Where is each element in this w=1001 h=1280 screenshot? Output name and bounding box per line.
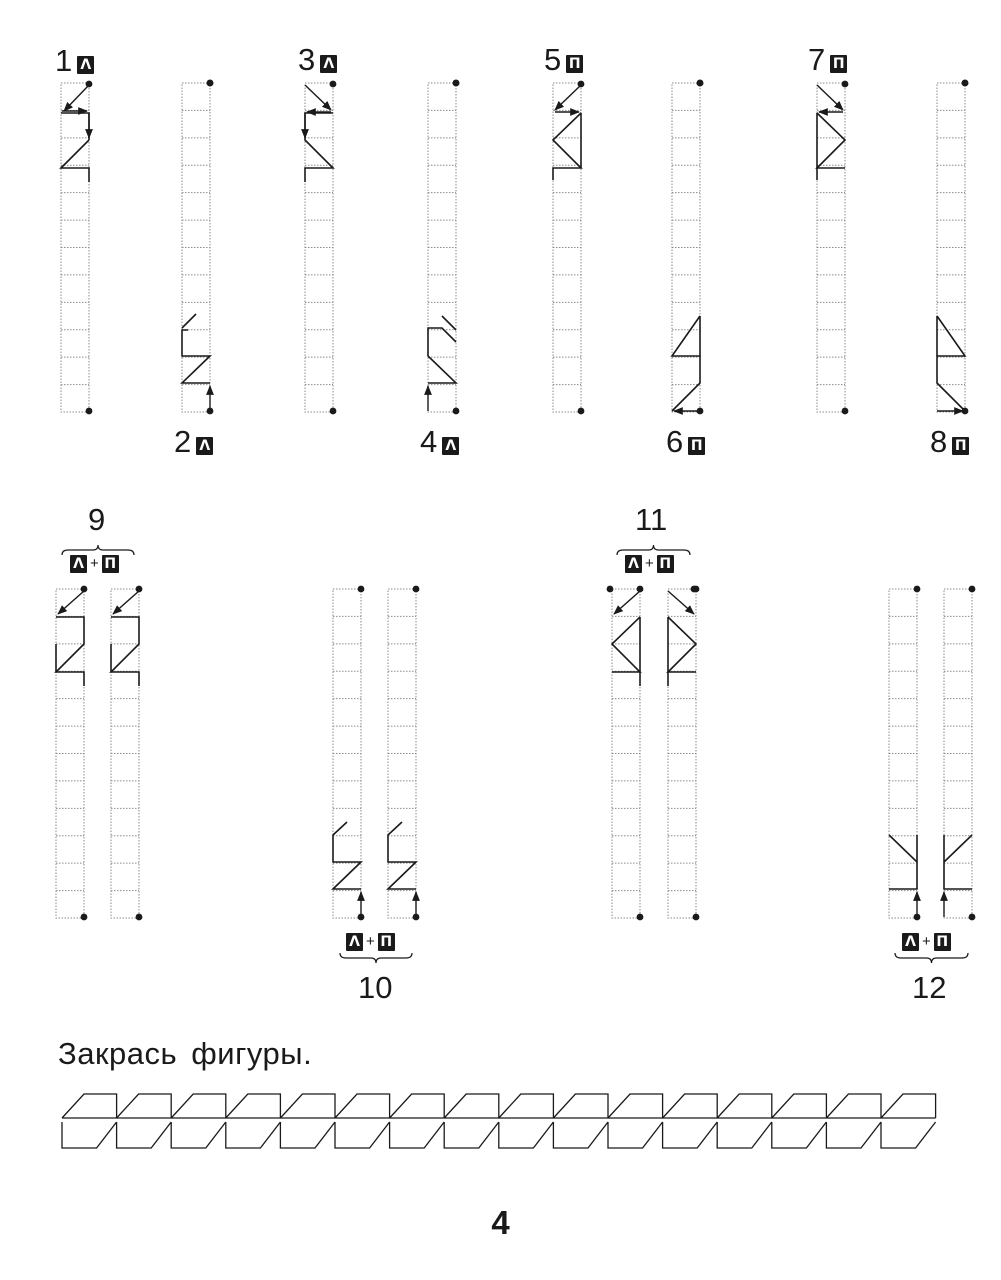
pi-badge: Π bbox=[657, 555, 674, 573]
coloring-ribbon bbox=[62, 1094, 936, 1148]
exercise-4-label bbox=[420, 426, 459, 457]
ribbon-bottom-segment bbox=[280, 1122, 335, 1148]
exercise-10-label bbox=[358, 972, 392, 1003]
ribbon-top-segment bbox=[335, 1094, 390, 1118]
cell-strip bbox=[111, 589, 139, 918]
lambda-badge: Λ bbox=[902, 933, 919, 951]
start-dot bbox=[693, 914, 700, 921]
start-dot bbox=[413, 586, 420, 593]
exercise-11-label bbox=[635, 504, 667, 535]
pattern-line bbox=[553, 113, 581, 180]
exercise-9-label bbox=[88, 504, 105, 535]
ribbon-top-segment bbox=[117, 1094, 172, 1118]
start-dot bbox=[86, 408, 93, 415]
start-dot bbox=[842, 408, 849, 415]
ribbon-bottom-segment bbox=[717, 1122, 772, 1148]
cell-strip bbox=[889, 589, 917, 918]
exercise-number: 5 bbox=[544, 42, 562, 77]
pattern-line bbox=[182, 330, 210, 383]
cell-strip bbox=[612, 589, 640, 918]
ribbon-bottom-segment bbox=[444, 1122, 499, 1148]
start-dot bbox=[691, 586, 698, 593]
start-dot bbox=[453, 80, 460, 87]
pattern-line bbox=[944, 835, 972, 889]
ribbon-bottom-segment bbox=[62, 1122, 117, 1148]
direction-arrow bbox=[305, 85, 331, 110]
pi-badge: Π bbox=[830, 55, 847, 73]
pattern-line bbox=[668, 617, 696, 672]
start-dot bbox=[330, 81, 337, 88]
page-number: 4 bbox=[491, 1204, 510, 1241]
plus-sign: + bbox=[90, 555, 99, 572]
pattern-line bbox=[61, 113, 89, 140]
pi-badge: Π bbox=[952, 437, 969, 455]
pattern-line bbox=[442, 316, 456, 330]
curly-brace bbox=[617, 545, 690, 555]
cell-strip bbox=[61, 83, 89, 412]
lambda-badge: Λ bbox=[346, 933, 363, 951]
pattern-lines bbox=[56, 113, 972, 889]
ribbon-top-segment bbox=[499, 1094, 554, 1118]
plus-sign: + bbox=[922, 933, 931, 950]
exercise-number: 11 bbox=[635, 502, 668, 537]
start-dot bbox=[962, 408, 969, 415]
lambda-badge: Λ bbox=[77, 56, 94, 74]
direction-arrow bbox=[58, 591, 84, 614]
exercise-number: 2 bbox=[174, 424, 192, 459]
pi-badge: Π bbox=[566, 55, 583, 73]
cell-strip bbox=[817, 83, 845, 412]
exercise-number: 4 bbox=[420, 424, 438, 459]
pi-badge: Π bbox=[378, 933, 395, 951]
exercise-number: 1 bbox=[55, 43, 73, 78]
ribbon-bottom-segment bbox=[390, 1122, 445, 1148]
ribbon-bottom-segment bbox=[608, 1122, 663, 1148]
cell-strip bbox=[388, 589, 416, 918]
exercise-8-label bbox=[930, 426, 969, 457]
start-dot bbox=[81, 914, 88, 921]
start-dot bbox=[136, 586, 143, 593]
start-dot bbox=[413, 914, 420, 921]
start-dot bbox=[86, 81, 93, 88]
lambda-badge: Λ bbox=[625, 555, 642, 573]
exercise-1-label bbox=[55, 45, 94, 76]
start-dot bbox=[578, 408, 585, 415]
curly-brace bbox=[895, 953, 968, 963]
cell-strip bbox=[668, 589, 696, 918]
start-dot bbox=[358, 914, 365, 921]
cell-strip bbox=[937, 83, 965, 412]
pattern-line bbox=[388, 822, 416, 889]
start-dot bbox=[207, 80, 214, 87]
start-dot bbox=[842, 81, 849, 88]
exercise-number: 8 bbox=[930, 424, 948, 459]
ribbon-bottom-segment bbox=[881, 1122, 936, 1148]
curly-brace bbox=[62, 545, 134, 555]
ribbon-top-segment bbox=[390, 1094, 445, 1118]
exercise-number: 7 bbox=[808, 42, 826, 77]
pattern-line bbox=[182, 314, 196, 328]
start-dot bbox=[697, 408, 704, 415]
cell-strips bbox=[56, 83, 972, 918]
start-dot bbox=[697, 80, 704, 87]
pattern-line bbox=[61, 140, 89, 182]
ribbon-top-segment bbox=[881, 1094, 936, 1118]
ribbon-top-segment bbox=[553, 1094, 608, 1118]
start-dot bbox=[637, 914, 644, 921]
pi-badge: Π bbox=[934, 933, 951, 951]
start-dot bbox=[607, 586, 614, 593]
start-dot bbox=[358, 586, 365, 593]
pattern-line bbox=[612, 617, 640, 672]
start-dot bbox=[81, 586, 88, 593]
exercise-12-label bbox=[912, 972, 946, 1003]
lambda-badge: Λ bbox=[196, 437, 213, 455]
cell-strip bbox=[305, 83, 333, 412]
direction-arrow bbox=[614, 591, 640, 614]
ribbon-bottom-segment bbox=[826, 1122, 881, 1148]
ribbon-top-segment bbox=[280, 1094, 335, 1118]
start-dot bbox=[962, 80, 969, 87]
ribbon-top-segment bbox=[62, 1094, 117, 1118]
plus-sign: + bbox=[645, 555, 654, 572]
lambda-badge: Λ bbox=[442, 437, 459, 455]
exercise-number: 12 bbox=[912, 970, 947, 1005]
ribbon-top-segment bbox=[171, 1094, 226, 1118]
cell-strip bbox=[944, 589, 972, 918]
start-dots bbox=[81, 80, 976, 921]
combo-braces bbox=[62, 545, 968, 963]
cell-strip bbox=[553, 83, 581, 412]
exercise-number: 9 bbox=[88, 502, 106, 537]
start-dot bbox=[578, 81, 585, 88]
exercise-number: 6 bbox=[666, 424, 684, 459]
start-dot bbox=[969, 586, 976, 593]
ribbon-top-segment bbox=[717, 1094, 772, 1118]
exercise-6-label bbox=[666, 426, 705, 457]
pattern-line bbox=[305, 113, 333, 182]
curly-brace bbox=[340, 953, 412, 963]
cell-strip bbox=[182, 83, 210, 412]
start-dot bbox=[637, 586, 644, 593]
pattern-line bbox=[817, 113, 845, 168]
pi-badge: Π bbox=[102, 555, 119, 573]
ribbon-top-segment bbox=[826, 1094, 881, 1118]
pattern-line bbox=[889, 835, 917, 889]
ribbon-top-segment bbox=[772, 1094, 827, 1118]
ribbon-bottom-segment bbox=[772, 1122, 827, 1148]
start-dot bbox=[914, 586, 921, 593]
ribbon-bottom-segment bbox=[171, 1122, 226, 1148]
exercise-9-combo bbox=[70, 555, 119, 573]
ribbon-bottom-segment bbox=[117, 1122, 172, 1148]
plus-sign: + bbox=[366, 933, 375, 950]
pattern-line bbox=[428, 328, 456, 383]
direction-arrows bbox=[58, 85, 963, 917]
direction-arrow bbox=[64, 85, 89, 111]
start-dot bbox=[136, 914, 143, 921]
cell-strip bbox=[56, 589, 84, 918]
pattern-line bbox=[56, 617, 84, 686]
ribbon-top-segment bbox=[663, 1094, 718, 1118]
direction-arrow bbox=[668, 591, 694, 614]
start-dot bbox=[207, 408, 214, 415]
exercise-number: 3 bbox=[298, 42, 316, 77]
ribbon-bottom-segment bbox=[499, 1122, 554, 1148]
exercise-5-label bbox=[544, 44, 583, 75]
direction-arrow bbox=[113, 591, 139, 614]
exercise-3-label bbox=[298, 44, 337, 75]
ribbon-top-segment bbox=[444, 1094, 499, 1118]
lambda-badge: Λ bbox=[70, 555, 87, 573]
start-dot bbox=[914, 914, 921, 921]
ribbon-top-segment bbox=[608, 1094, 663, 1118]
pattern-line bbox=[111, 617, 139, 686]
ribbon-bottom-segment bbox=[226, 1122, 281, 1148]
exercise-11-combo bbox=[625, 555, 674, 573]
exercise-7-label bbox=[808, 44, 847, 75]
exercise-10-combo bbox=[346, 933, 395, 951]
pi-badge: Π bbox=[688, 437, 705, 455]
direction-arrow bbox=[817, 85, 843, 110]
ribbon-bottom-segment bbox=[663, 1122, 718, 1148]
ribbon-bottom-segment bbox=[335, 1122, 390, 1148]
start-dot bbox=[969, 914, 976, 921]
cell-strip bbox=[672, 83, 700, 412]
lambda-badge: Λ bbox=[320, 55, 337, 73]
cell-strip bbox=[428, 83, 456, 412]
start-dot bbox=[330, 408, 337, 415]
ribbon-bottom-segment bbox=[553, 1122, 608, 1148]
cell-strip bbox=[333, 589, 361, 918]
start-dot bbox=[453, 408, 460, 415]
instruction-text: Закрась фигуры. bbox=[58, 1036, 313, 1071]
ribbon-top-segment bbox=[226, 1094, 281, 1118]
exercise-12-combo bbox=[902, 933, 951, 951]
direction-arrow bbox=[555, 85, 581, 110]
exercise-2-label bbox=[174, 426, 213, 457]
exercise-number: 10 bbox=[358, 970, 393, 1005]
pattern-line bbox=[333, 822, 361, 889]
